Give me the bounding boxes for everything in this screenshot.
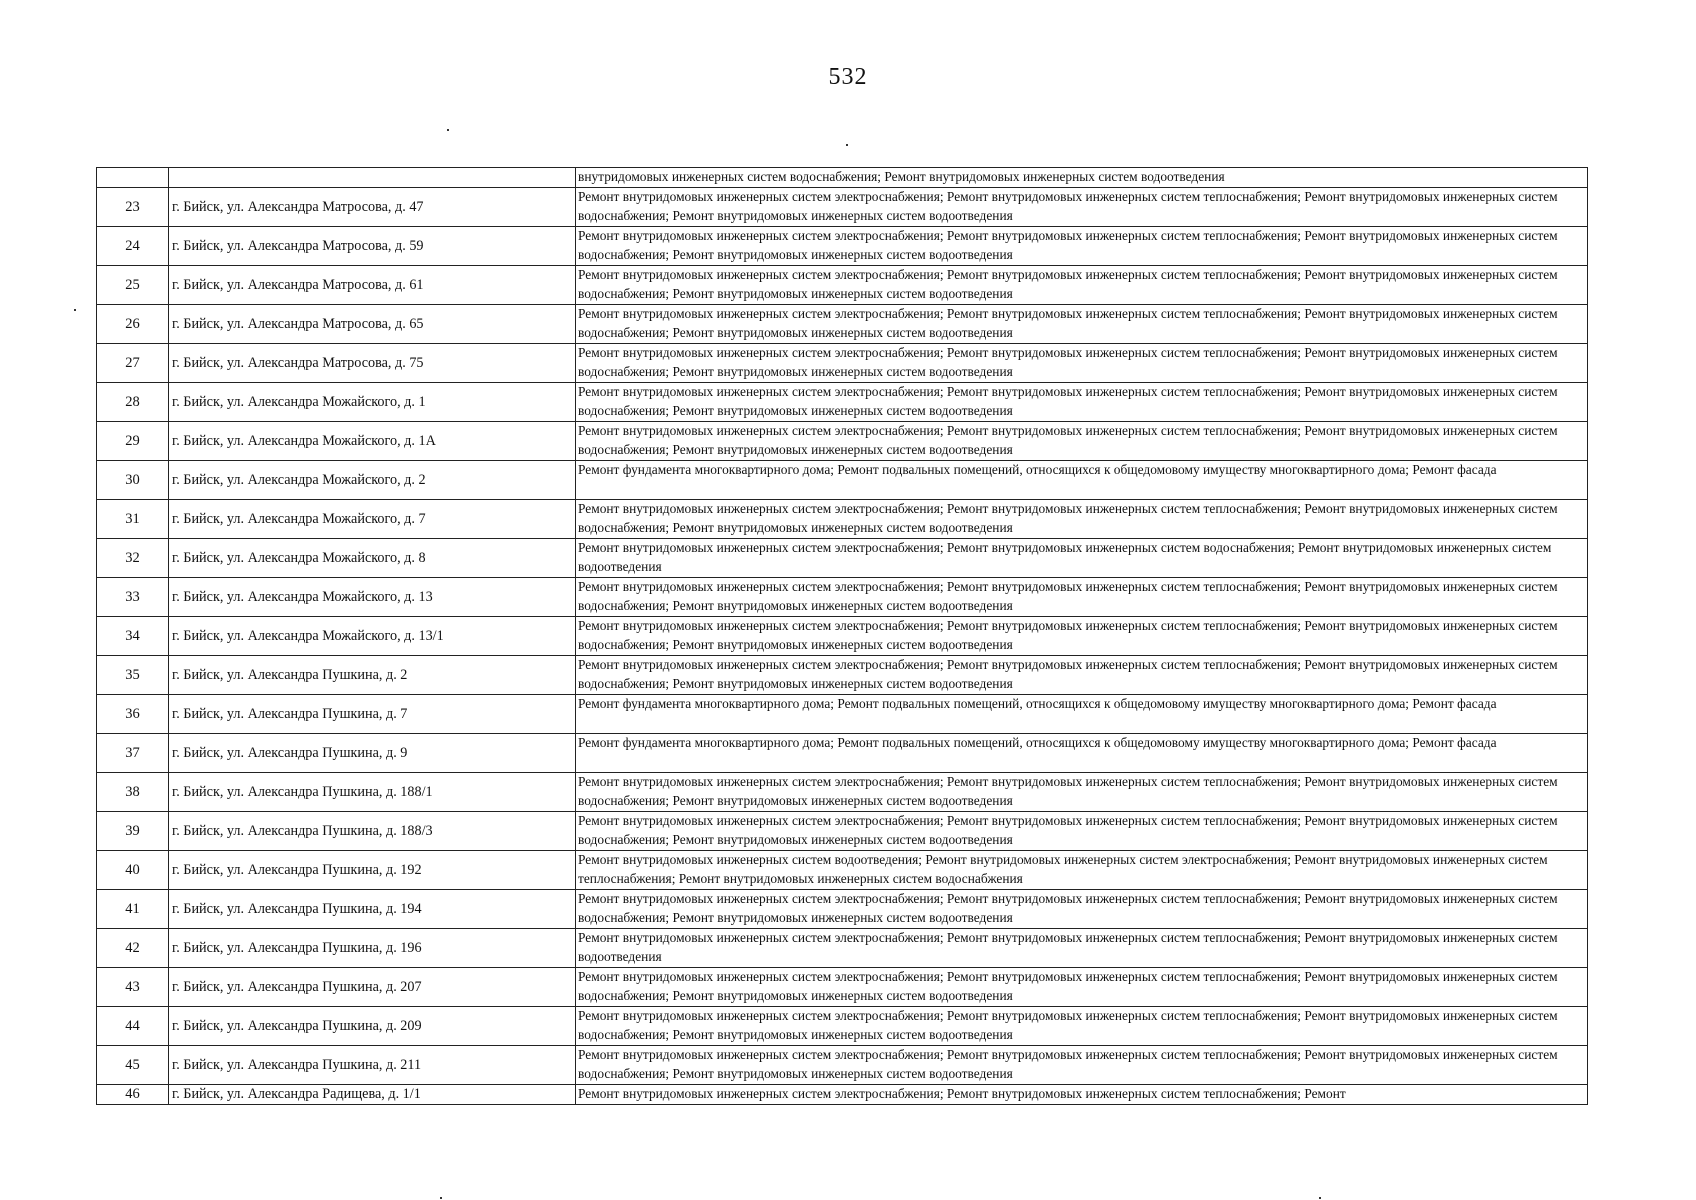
works-cell: Ремонт внутридомовых инженерных систем электроснабжения; Ремонт внутридомовых инженерных систем теплоснабжения; Ремонт внутридомовых инженерных систем водоотведения <box>576 929 1588 968</box>
row-number-cell: 27 <box>97 344 169 383</box>
table-row <box>97 929 1588 968</box>
works-cell: Ремонт внутридомовых инженерных систем электроснабжения; Ремонт внутридомовых инженерных систем теплоснабжения; Ремонт внутридомовых инженерных систем водоснабжения; Ремонт внутридомовых инженерных систем водоотведения <box>576 1007 1588 1046</box>
table-row-partial <box>97 1085 1588 1105</box>
row-number-cell: 24 <box>97 227 169 266</box>
row-number-cell: 43 <box>97 968 169 1007</box>
row-number-cell: 38 <box>97 773 169 812</box>
table-row <box>97 812 1588 851</box>
address-cell: г. Бийск, ул. Александра Радищева, д. 1/1 <box>169 1085 576 1105</box>
row-number-cell: 41 <box>97 890 169 929</box>
table-row <box>97 266 1588 305</box>
table-row-continuation <box>97 168 1588 188</box>
registry-table <box>96 167 1588 1105</box>
table-row <box>97 890 1588 929</box>
address-cell: г. Бийск, ул. Александра Пушкина, д. 207 <box>169 968 576 1007</box>
table-row <box>97 695 1588 734</box>
works-cell: Ремонт внутридомовых инженерных систем электроснабжения; Ремонт внутридомовых инженерных систем теплоснабжения; Ремонт <box>576 1085 1588 1105</box>
works-cell: Ремонт внутридомовых инженерных систем электроснабжения; Ремонт внутридомовых инженерных систем теплоснабжения; Ремонт внутридомовых инженерных систем водоснабжения; Ремонт внутридомовых инженерных систем водоотведения <box>576 227 1588 266</box>
works-cell: внутридомовых инженерных систем водоснабжения; Ремонт внутридомовых инженерных систем водоотведения <box>576 168 1588 188</box>
row-number-cell: 29 <box>97 422 169 461</box>
page-number: 532 <box>828 64 868 90</box>
address-cell: г. Бийск, ул. Александра Пушкина, д. 9 <box>169 734 576 773</box>
row-number-cell: 42 <box>97 929 169 968</box>
works-cell: Ремонт внутридомовых инженерных систем электроснабжения; Ремонт внутридомовых инженерных систем теплоснабжения; Ремонт внутридомовых инженерных систем водоснабжения; Ремонт внутридомовых инженерных систем водоотведения <box>576 773 1588 812</box>
table-row <box>97 968 1588 1007</box>
address-cell: г. Бийск, ул. Александра Матросова, д. 75 <box>169 344 576 383</box>
row-number-cell: 46 <box>97 1085 169 1105</box>
row-number-cell: 39 <box>97 812 169 851</box>
works-cell: Ремонт внутридомовых инженерных систем электроснабжения; Ремонт внутридомовых инженерных систем теплоснабжения; Ремонт внутридомовых инженерных систем водоснабжения; Ремонт внутридомовых инженерных систем водоотведения <box>576 1046 1588 1085</box>
works-cell: Ремонт внутридомовых инженерных систем электроснабжения; Ремонт внутридомовых инженерных систем теплоснабжения; Ремонт внутридомовых инженерных систем водоснабжения; Ремонт внутридомовых инженерных систем водоотведения <box>576 344 1588 383</box>
works-cell: Ремонт внутридомовых инженерных систем электроснабжения; Ремонт внутридомовых инженерных систем теплоснабжения; Ремонт внутридомовых инженерных систем водоснабжения; Ремонт внутридомовых инженерных систем водоотведения <box>576 617 1588 656</box>
table-row <box>97 773 1588 812</box>
address-cell: г. Бийск, ул. Александра Можайского, д. 1А <box>169 422 576 461</box>
table-row <box>97 1007 1588 1046</box>
works-cell: Ремонт внутридомовых инженерных систем электроснабжения; Ремонт внутридомовых инженерных систем теплоснабжения; Ремонт внутридомовых инженерных систем водоснабжения; Ремонт внутридомовых инженерных систем водоотведения <box>576 305 1588 344</box>
address-cell: г. Бийск, ул. Александра Можайского, д. 1 <box>169 383 576 422</box>
address-cell: г. Бийск, ул. Александра Можайского, д. 13/1 <box>169 617 576 656</box>
scan-speck <box>447 129 449 131</box>
works-cell: Ремонт внутридомовых инженерных систем электроснабжения; Ремонт внутридомовых инженерных систем теплоснабжения; Ремонт внутридомовых инженерных систем водоснабжения; Ремонт внутридомовых инженерных систем водоотведения <box>576 812 1588 851</box>
row-number-cell: 23 <box>97 188 169 227</box>
table-row <box>97 734 1588 773</box>
table-row <box>97 461 1588 500</box>
table-row <box>97 539 1588 578</box>
address-cell: г. Бийск, ул. Александра Пушкина, д. 196 <box>169 929 576 968</box>
row-number-cell: 36 <box>97 695 169 734</box>
works-cell: Ремонт внутридомовых инженерных систем электроснабжения; Ремонт внутридомовых инженерных систем теплоснабжения; Ремонт внутридомовых инженерных систем водоснабжения; Ремонт внутридомовых инженерных систем водоотведения <box>576 890 1588 929</box>
scan-speck <box>440 1197 442 1199</box>
table-row <box>97 1046 1588 1085</box>
row-number-cell: 32 <box>97 539 169 578</box>
works-cell: Ремонт фундамента многоквартирного дома; Ремонт подвальных помещений, относящихся к общедомовому имуществу многоквартирного дома; Ремонт фасада <box>576 734 1588 773</box>
row-number-cell: 45 <box>97 1046 169 1085</box>
works-cell: Ремонт внутридомовых инженерных систем электроснабжения; Ремонт внутридомовых инженерных систем теплоснабжения; Ремонт внутридомовых инженерных систем водоснабжения; Ремонт внутридомовых инженерных систем водоотведения <box>576 578 1588 617</box>
address-cell: г. Бийск, ул. Александра Пушкина, д. 188/1 <box>169 773 576 812</box>
row-number-cell: 28 <box>97 383 169 422</box>
row-number-cell: 33 <box>97 578 169 617</box>
row-number-cell <box>97 168 169 188</box>
works-cell: Ремонт внутридомовых инженерных систем электроснабжения; Ремонт внутридомовых инженерных систем теплоснабжения; Ремонт внутридомовых инженерных систем водоснабжения; Ремонт внутридомовых инженерных систем водоотведения <box>576 656 1588 695</box>
works-cell: Ремонт внутридомовых инженерных систем электроснабжения; Ремонт внутридомовых инженерных систем теплоснабжения; Ремонт внутридомовых инженерных систем водоснабжения; Ремонт внутридомовых инженерных систем водоотведения <box>576 383 1588 422</box>
scan-speck <box>74 309 76 311</box>
table-row <box>97 188 1588 227</box>
row-number-cell: 35 <box>97 656 169 695</box>
works-cell: Ремонт внутридомовых инженерных систем электроснабжения; Ремонт внутридомовых инженерных систем водоснабжения; Ремонт внутридомовых инженерных систем водоотведения <box>576 539 1588 578</box>
scan-speck <box>1319 1197 1321 1199</box>
row-number-cell: 40 <box>97 851 169 890</box>
works-cell: Ремонт фундамента многоквартирного дома; Ремонт подвальных помещений, относящихся к общедомовому имуществу многоквартирного дома; Ремонт фасада <box>576 461 1588 500</box>
table-row <box>97 422 1588 461</box>
scan-speck <box>846 144 848 146</box>
row-number-cell: 31 <box>97 500 169 539</box>
table-row <box>97 656 1588 695</box>
works-cell: Ремонт внутридомовых инженерных систем электроснабжения; Ремонт внутридомовых инженерных систем теплоснабжения; Ремонт внутридомовых инженерных систем водоснабжения; Ремонт внутридомовых инженерных систем водоотведения <box>576 266 1588 305</box>
row-number-cell: 34 <box>97 617 169 656</box>
works-cell: Ремонт внутридомовых инженерных систем электроснабжения; Ремонт внутридомовых инженерных систем теплоснабжения; Ремонт внутридомовых инженерных систем водоснабжения; Ремонт внутридомовых инженерных систем водоотведения <box>576 500 1588 539</box>
table-body <box>97 168 1588 1105</box>
address-cell: г. Бийск, ул. Александра Можайского, д. 8 <box>169 539 576 578</box>
address-cell: г. Бийск, ул. Александра Пушкина, д. 192 <box>169 851 576 890</box>
row-number-cell: 25 <box>97 266 169 305</box>
row-number-cell: 44 <box>97 1007 169 1046</box>
address-cell: г. Бийск, ул. Александра Пушкина, д. 194 <box>169 890 576 929</box>
works-cell: Ремонт фундамента многоквартирного дома; Ремонт подвальных помещений, относящихся к общедомовому имуществу многоквартирного дома; Ремонт фасада <box>576 695 1588 734</box>
row-number-cell: 37 <box>97 734 169 773</box>
address-cell: г. Бийск, ул. Александра Матросова, д. 59 <box>169 227 576 266</box>
table-row <box>97 617 1588 656</box>
address-cell: г. Бийск, ул. Александра Можайского, д. 13 <box>169 578 576 617</box>
works-cell: Ремонт внутридомовых инженерных систем электроснабжения; Ремонт внутридомовых инженерных систем теплоснабжения; Ремонт внутридомовых инженерных систем водоснабжения; Ремонт внутридомовых инженерных систем водоотведения <box>576 422 1588 461</box>
works-cell: Ремонт внутридомовых инженерных систем электроснабжения; Ремонт внутридомовых инженерных систем теплоснабжения; Ремонт внутридомовых инженерных систем водоснабжения; Ремонт внутридомовых инженерных систем водоотведения <box>576 188 1588 227</box>
address-cell: г. Бийск, ул. Александра Можайского, д. 7 <box>169 500 576 539</box>
address-cell <box>169 168 576 188</box>
row-number-cell: 26 <box>97 305 169 344</box>
works-cell: Ремонт внутридомовых инженерных систем водоотведения; Ремонт внутридомовых инженерных систем электроснабжения; Ремонт внутридомовых инженерных систем теплоснабжения; Ремонт внутридомовых инженерных систем водоснабжения <box>576 851 1588 890</box>
table-row <box>97 344 1588 383</box>
address-cell: г. Бийск, ул. Александра Пушкина, д. 209 <box>169 1007 576 1046</box>
table-row <box>97 851 1588 890</box>
address-cell: г. Бийск, ул. Александра Пушкина, д. 188/3 <box>169 812 576 851</box>
address-cell: г. Бийск, ул. Александра Можайского, д. 2 <box>169 461 576 500</box>
address-cell: г. Бийск, ул. Александра Пушкина, д. 2 <box>169 656 576 695</box>
table-row <box>97 305 1588 344</box>
table-row <box>97 578 1588 617</box>
address-cell: г. Бийск, ул. Александра Матросова, д. 65 <box>169 305 576 344</box>
table-row <box>97 500 1588 539</box>
row-number-cell: 30 <box>97 461 169 500</box>
table-row <box>97 227 1588 266</box>
table-row <box>97 383 1588 422</box>
address-cell: г. Бийск, ул. Александра Пушкина, д. 211 <box>169 1046 576 1085</box>
address-cell: г. Бийск, ул. Александра Пушкина, д. 7 <box>169 695 576 734</box>
works-cell: Ремонт внутридомовых инженерных систем электроснабжения; Ремонт внутридомовых инженерных систем теплоснабжения; Ремонт внутридомовых инженерных систем водоснабжения; Ремонт внутридомовых инженерных систем водоотведения <box>576 968 1588 1007</box>
address-cell: г. Бийск, ул. Александра Матросова, д. 61 <box>169 266 576 305</box>
address-cell: г. Бийск, ул. Александра Матросова, д. 47 <box>169 188 576 227</box>
